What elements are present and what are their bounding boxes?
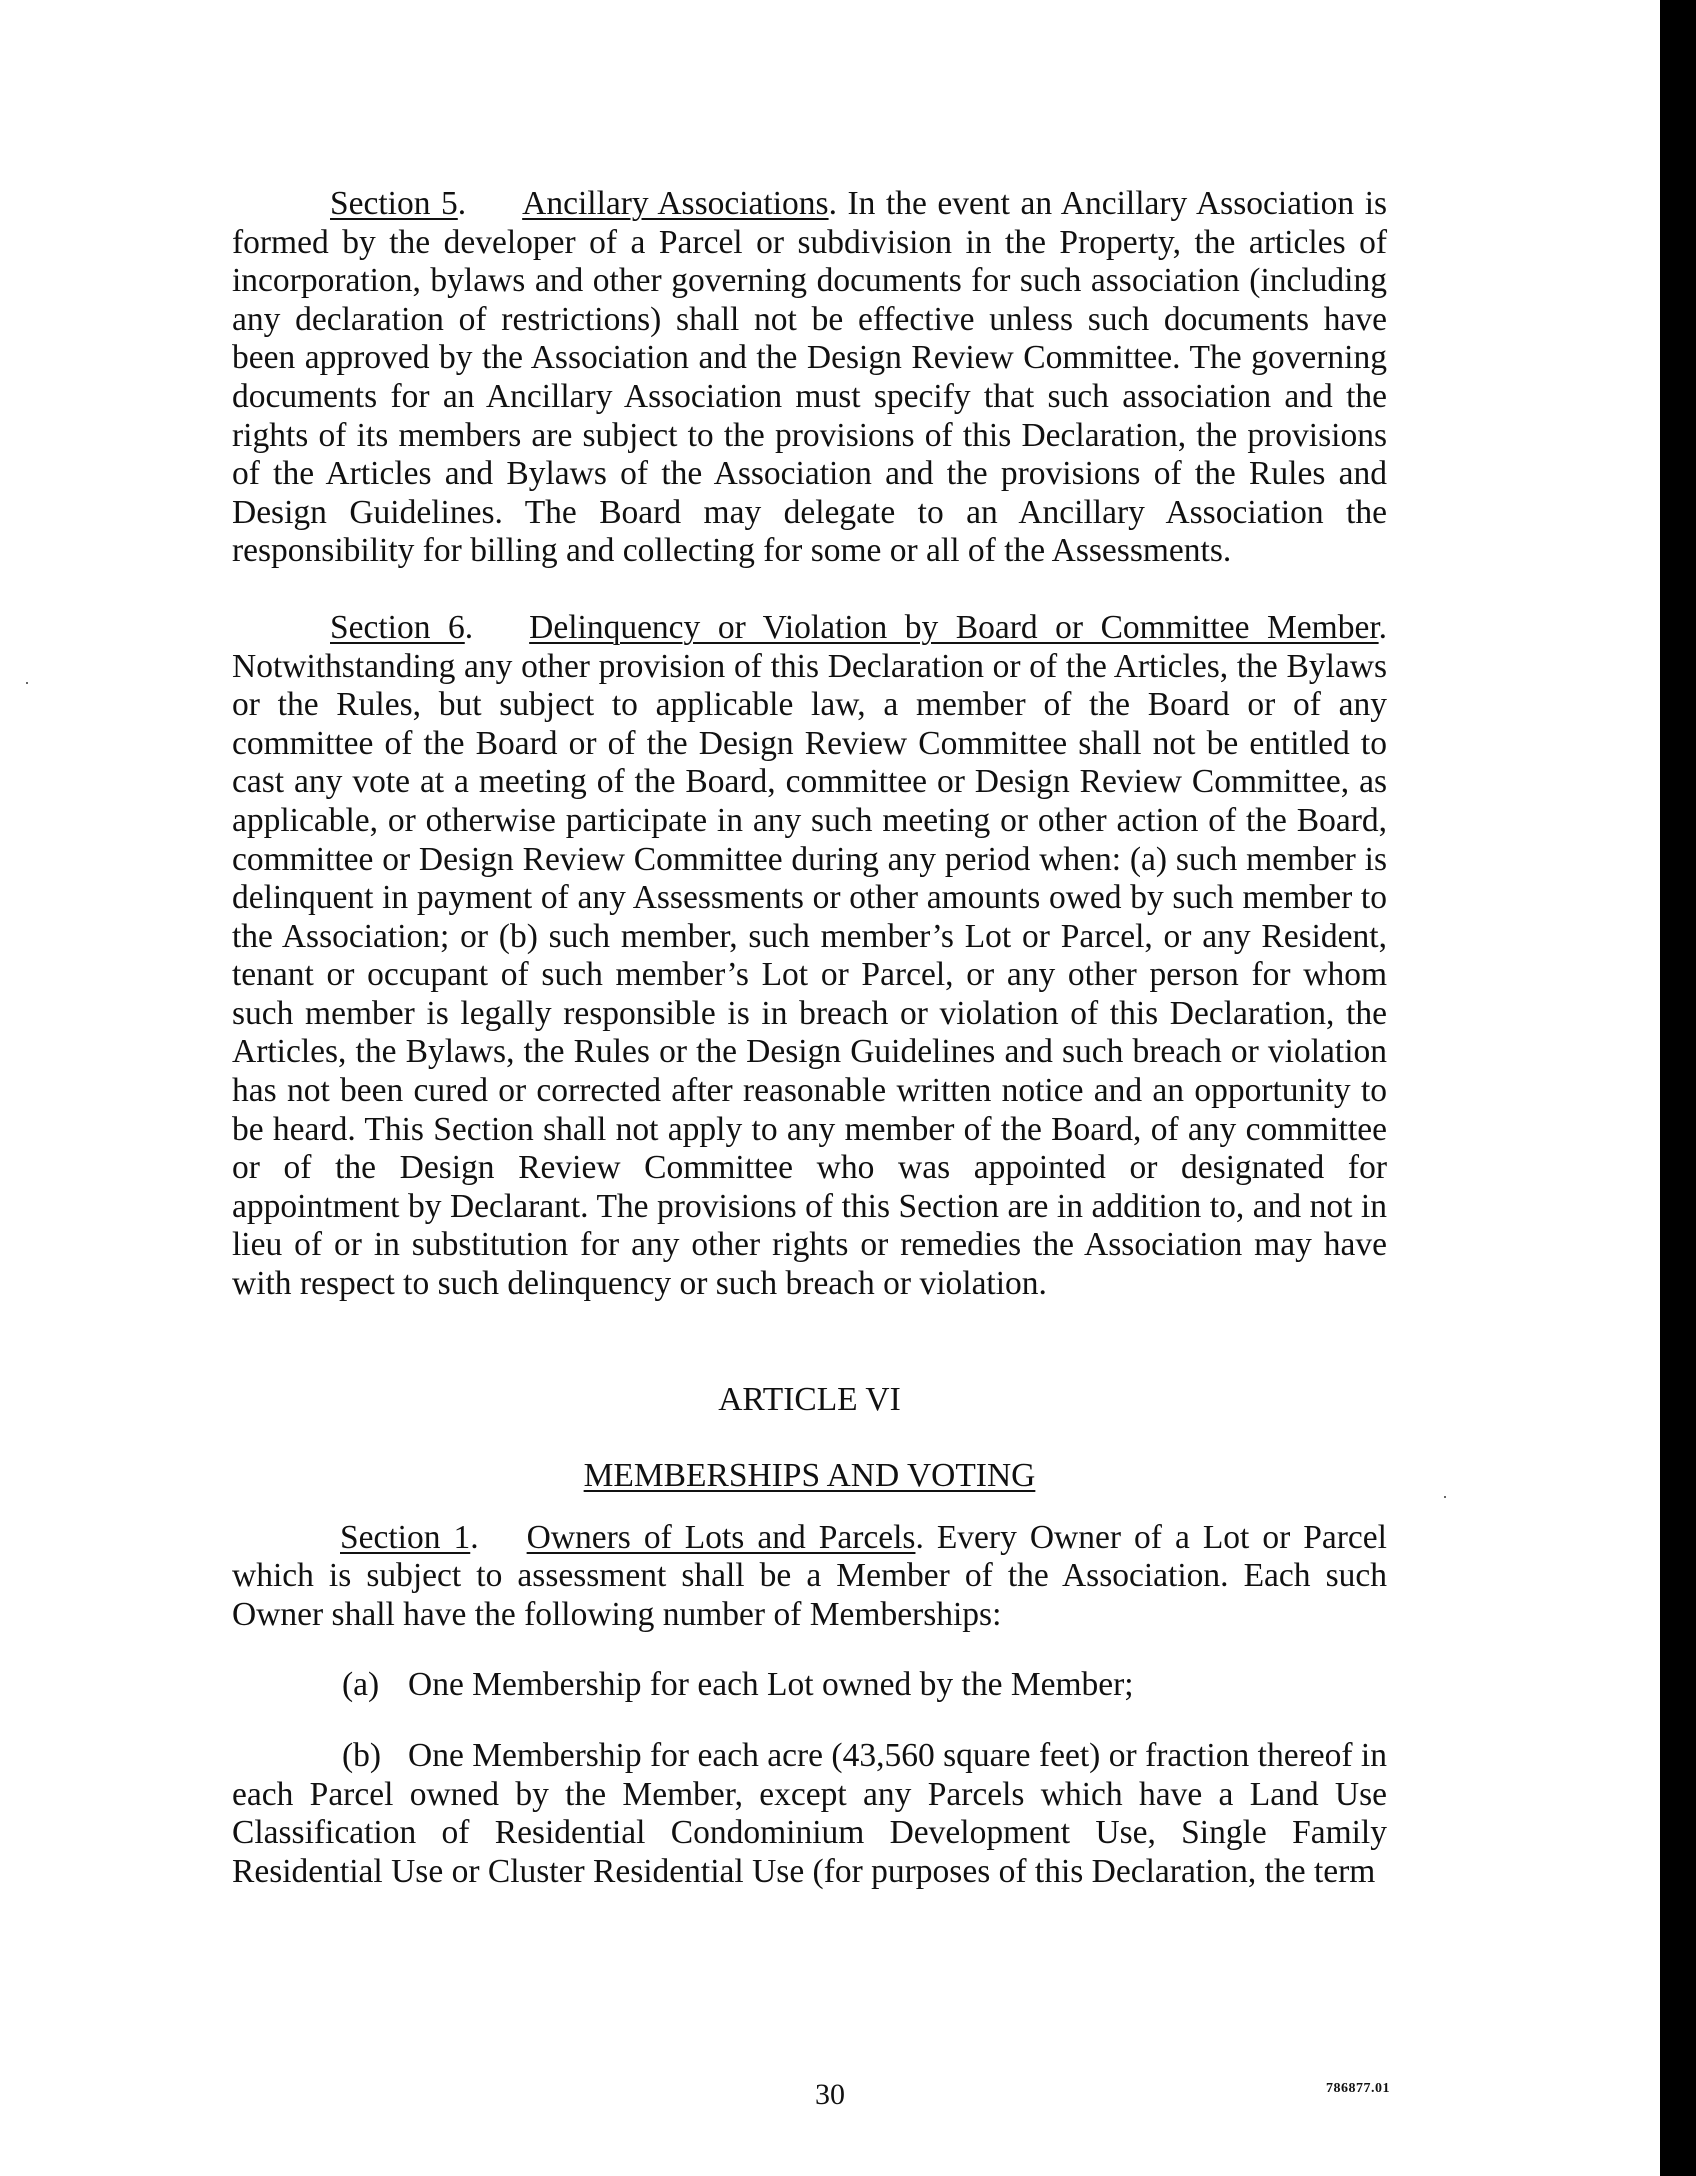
scan-edge-shadow: [1660, 0, 1696, 2176]
list-item: [232, 1666, 1387, 1705]
document-number: 786877.01: [1326, 2081, 1390, 2096]
article-6-section-1-paragraph: Section 1. Owners of Lots and Parcels. Every Owner of a Lot or Parcel which is subject to assessment shall be a Member of the Association. Each such Owner shall have the following number of Memberships:: [232, 1518, 1387, 1633]
section-5-text: In the event an Ancillary Association is formed by the developer of a Parcel or subdivision in the Property, the articles of incorporation, bylaws and other governing documents for such association (including any declaration of restrictions) shall not be effective unless such documents have been approved by the Association and the Design Review Committee. The governing documents for an Ancillary Association must specify that such association and the rights of its members are subject to the provisions of this Declaration, the provisions of the Articles and Bylaws of the Association and the provisions of the Rules and Design Guidelines. The Board may delegate to an Ancillary Association the responsibility for billing and collecting for some or all of the Assessments.: [232, 185, 1388, 570]
section-6-title: Delinquency or Violation by Board or Committee Member: [529, 608, 1379, 646]
item-b-label: (b): [342, 1737, 382, 1774]
section-5-paragraph: Section 5. Ancillary Associations. In the event an Ancillary Association is formed by the developer of a Parcel or subdivision in the Property, the articles of incorporation, bylaws and other governing documents for such association (including any declaration of restrictions) shall not be effective unless such documents have been approved by the Association and the Design Review Committee. The governing documents for an Ancillary Association must specify that such association and the rights of its members are subject to the provisions of this Declaration, the provisions of the Articles and Bylaws of the Association and the provisions of the Rules and Design Guidelines. The Board may delegate to an Ancillary Association the responsibility for billing and collecting for some or all of the Assessments.: [232, 185, 1388, 570]
article-6-section-1-text: Every Owner of a Lot or Parcel which is subject to assessment shall be a Member of the Association. Each such Owner shall have the following number of Memberships:: [232, 1518, 1387, 1633]
item-a-label: (a): [342, 1666, 380, 1704]
article-6-section-1-label: Section 1: [340, 1518, 471, 1556]
section-6-label: Section 6: [330, 608, 465, 646]
item-b-text: One Membership for each acre (43,560 square feet) or fraction thereof in each Parcel owned by the Member, except any Parcels which have a Land Use Classification of Residential Condominium Development Use, Single Family Residential Use or Cluster Residential Use (for purposes of this Declaration, the term: [232, 1737, 1387, 1890]
item-a-text: One Membership for each Lot owned by the Member;: [408, 1666, 1134, 1704]
page-number: 30: [815, 2078, 845, 2111]
section-5-title: Ancillary Associations: [522, 185, 829, 222]
list-item: [232, 1737, 1387, 1891]
article-number: ARTICLE VI: [718, 1380, 901, 1418]
article-title: [232, 1457, 1387, 1495]
scan-speck: [1444, 1496, 1446, 1498]
article-title-text: MEMBERSHIPS AND VOTING: [583, 1456, 1036, 1494]
document-body: [232, 185, 1387, 1891]
article-6-section-1-title: Owners of Lots and Parcels: [526, 1518, 916, 1556]
section-6-paragraph: Section 6. Delinquency or Violation by Board or Committee Member. Notwithstanding any other provision of this Declaration or of the Articles, the Bylaws or the Rules, but subject to applicable law, a member of the Board or of any committee of the Board or of the Design Review Committee shall not be entitled to cast any vote at a meeting of the Board, committee or Design Review Committee, as applicable, or otherwise participate in any such meeting or other action of the Board, committee or Design Review Committee during any period when: (a) such member is delinquent in payment of any Assessments or other amounts owed by such member to the Association; or (b) such member, such member’s Lot or Parcel, or any Resident, tenant or occupant of such member’s Lot or Parcel, or any other person for whom such member is legally responsible is in breach or violation of this Declaration, the Articles, the Bylaws, the Rules or the Design Guidelines and such breach or violation has not been cured or corrected after reasonable written notice and an opportunity to be heard. This Section shall not apply to any member of the Board, of any committee or of the Design Review Committee who was appointed or designated for appointment by Declarant. The provisions of this Section are in addition to, and not in lieu of or in substitution for any other rights or remedies the Association may have with respect to such delinquency or such breach or violation.: [232, 608, 1387, 1303]
scan-speck: [26, 682, 28, 684]
section-6-text: Notwithstanding any other provision of this Declaration or of the Articles, the Bylaws or the Rules, but subject to applicable law, a member of the Board or of any committee of the Board or of the Design Review Committee shall not be entitled to cast any vote at a meeting of the Board, committee or Design Review Committee, as applicable, or otherwise participate in any such meeting or other action of the Board, committee or Design Review Committee during any period when: (a) such member is delinquent in payment of any Assessments or other amounts owed by such member to the Association; or (b) such member, such member’s Lot or Parcel, or any Resident, tenant or occupant of such member’s Lot or Parcel, or any other person for whom such member is legally responsible is in breach or violation of this Declaration, the Articles, the Bylaws, the Rules or the Design Guidelines and such breach or violation has not been cured or corrected after reasonable written notice and an opportunity to be heard. This Section shall not apply to any member of the Board, of any committee or of the Design Review Committee who was appointed or designated for appointment by Declarant. The provisions of this Section are in addition to, and not in lieu of or in substitution for any other rights or remedies the Association may have with respect to such delinquency or such breach or violation.: [232, 647, 1387, 1303]
section-5-label: Section 5: [330, 185, 458, 222]
